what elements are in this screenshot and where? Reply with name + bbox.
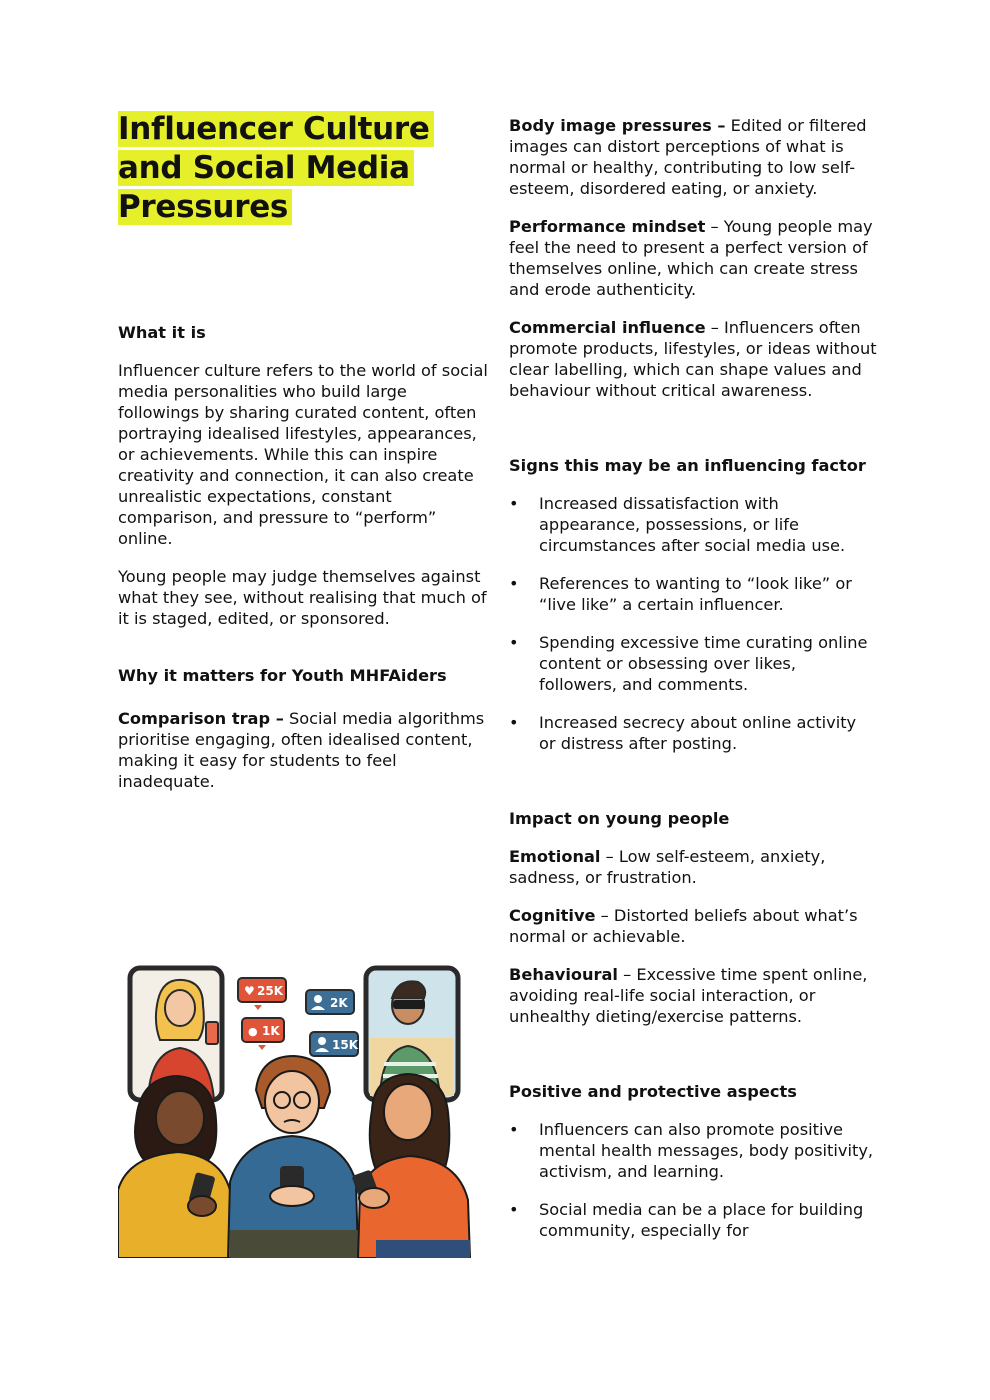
person-center-icon [228,1056,358,1258]
comments-badge-icon [242,1018,284,1050]
left-column [118,110,488,792]
list-item: • Influencers can also promote positive mental health messages, body positivity, activism, and learning. [509,1119,877,1182]
positive-list [509,1119,877,1241]
page-title: Influencer Culture and Social Media Pressures [118,110,488,227]
person-left-icon [118,1076,232,1258]
body-image-text: Edited or filtered images can distort perceptions of what is normal or healthy, contributing to low self-esteem, disordered eating, or anxiety. [509,116,867,198]
body-image-term: Body image pressures – [509,116,726,135]
signs-heading: Signs this may be an influencing factor [509,456,866,475]
followers-badge-a-icon [306,990,354,1014]
list-item: • Increased dissatisfaction with appearance, possessions, or life circumstances after social media use. [509,493,877,556]
cognitive-text: – Distorted beliefs about what’s normal or achievable. [509,906,858,946]
behavioural-paragraph [509,964,877,1027]
list-item: • Social media can be a place for building community, especially for [509,1199,877,1241]
impact-heading: Impact on young people [509,809,730,828]
followers-count-b: 15K [332,1038,358,1052]
emotional-paragraph [509,846,877,888]
list-item: • References to wanting to “look like” or “live like” a certain influencer. [509,573,877,615]
performance-mindset-paragraph [509,216,877,300]
comparison-trap-text: Social media algorithms prioritise engaging, often idealised content, making it easy for students to feel inadequate. [118,709,485,791]
body-image-paragraph [509,115,877,199]
right-column [509,115,877,1241]
commercial-influence-paragraph [509,317,877,401]
likes-badge-icon [238,978,286,1010]
emotional-text: – Low self-esteem, anxiety, sadness, or frustration. [509,847,826,887]
what-it-is-paragraph-1: Influencer culture refers to the world of social media personalities who build large followings by sharing curated content, often portraying idealised lifestyles, appearances, or achievements. While this can inspire creativity and connection, it can also create unrealistic expectations, constant comparison, and pressure to “perform” online. [118,361,488,548]
comparison-trap-paragraph [118,708,488,792]
cognitive-term: Cognitive [509,906,596,925]
signs-list [509,493,877,754]
comparison-trap-term: Comparison trap – [118,709,284,728]
list-item: • Spending excessive time curating online content or obsessing over likes, followers, and comments. [509,632,877,695]
emotional-term: Emotional [509,847,601,866]
svg-text:♥: ♥ [244,984,255,998]
what-it-is-paragraph-2: Young people may judge themselves against what they see, without realising that much of it is staged, edited, or sponsored. [118,567,487,628]
list-item: • Increased secrecy about online activity or distress after posting. [509,712,877,754]
followers-badge-b-icon [310,1032,359,1056]
social-media-illustration [118,960,480,1258]
cognitive-paragraph [509,905,877,947]
performance-mindset-text: – Young people may feel the need to present a perfect version of themselves online, which can create stress and erode authenticity. [509,217,873,299]
likes-count: 25K [257,984,283,998]
svg-text:●: ● [248,1025,258,1038]
commercial-influence-text: – Influencers often promote products, lifestyles, or ideas without clear labelling, which can shape values and behaviour without critical awareness. [509,318,877,400]
comments-count: 1K [262,1024,280,1038]
behavioural-term: Behavioural [509,965,618,984]
followers-count-a: 2K [330,996,348,1010]
commercial-influence-term: Commercial influence [509,318,706,337]
positive-heading: Positive and protective aspects [509,1082,797,1101]
what-it-is-heading: What it is [118,323,206,342]
performance-mindset-term: Performance mindset [509,217,706,236]
behavioural-text: – Excessive time spent online, avoiding real-life social interaction, or unhealthy dieting/exercise patterns. [509,965,868,1026]
why-it-matters-heading: Why it matters for Youth MHFAiders [118,666,447,685]
